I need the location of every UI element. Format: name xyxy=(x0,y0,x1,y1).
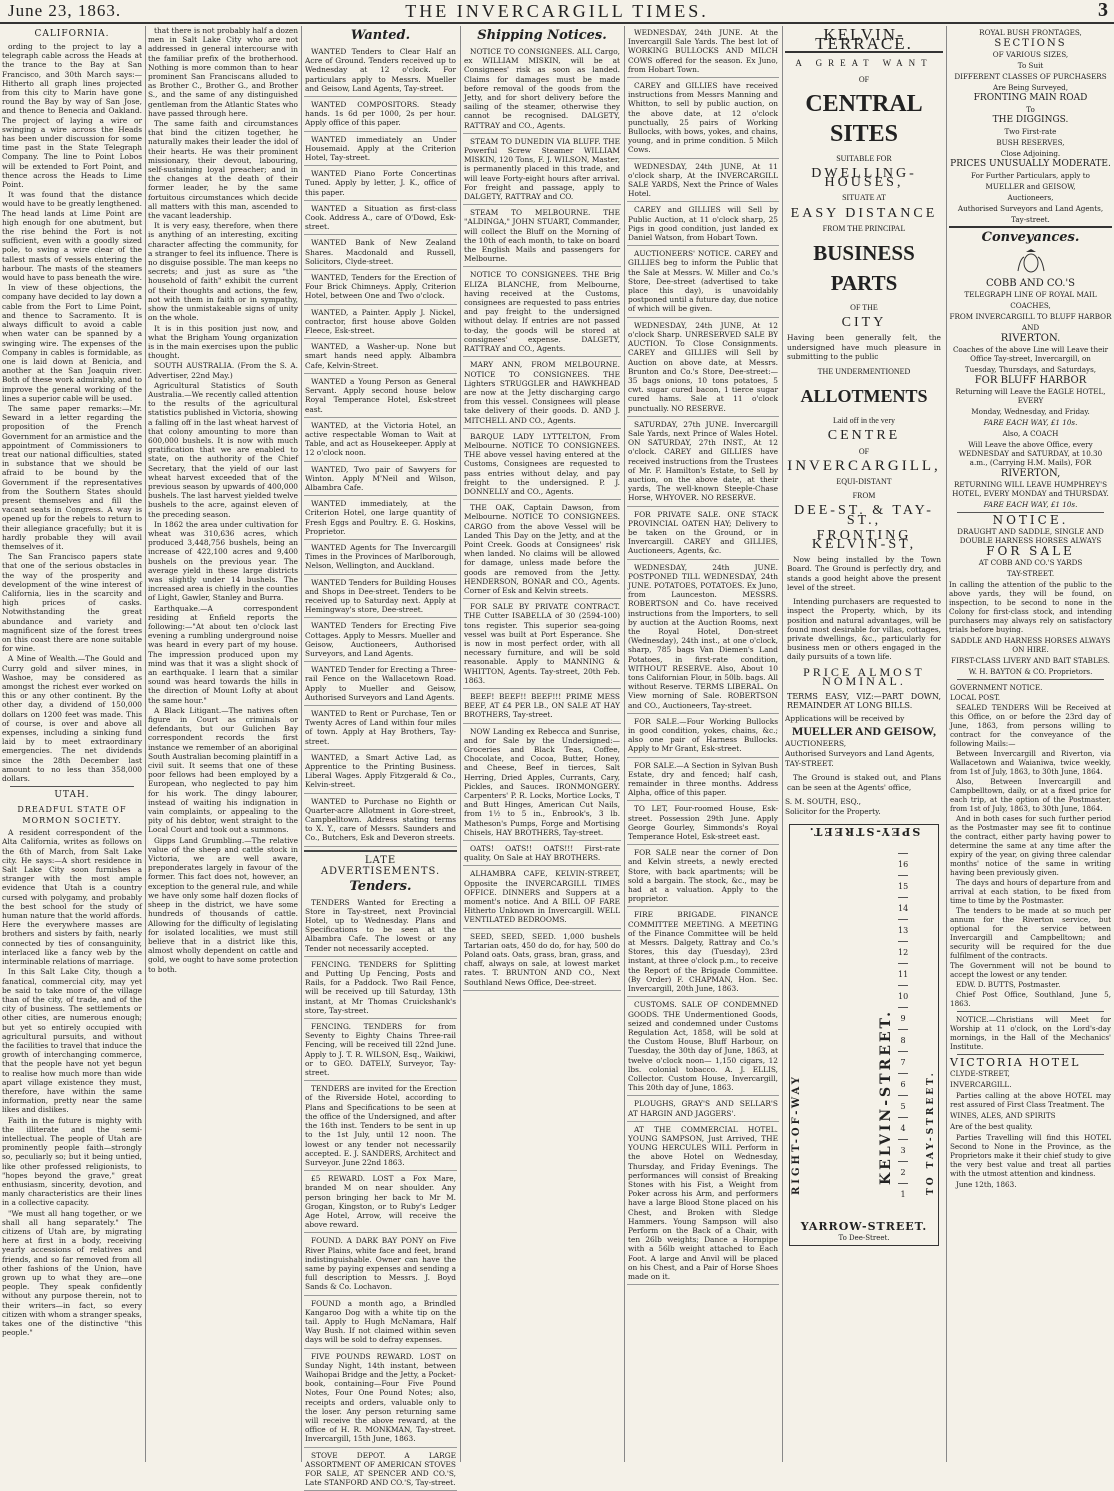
classified-ad: WANTED Tenders for Building Houses and Shops in Dee-street. Tenders to be received up to Saturday next. Apply at Hemingway's store, Dee-street. xyxy=(304,576,457,619)
article-paragraph: "We must all hang together, or we shall all hang separately." The citizens of Utah are, by migrating here at first in a body, receiving yearly accessions of relatives and friends, and so far removed from all other fashions of the Union, have grown up to what they are—one people. They speak confidently without any purpose therein, not to their writers—in fact, so every citizen with whom a stranger speaks, takes one of the distinctive "this people." xyxy=(2,1208,143,1338)
hotel-ad-line: CLYDE-STREET, xyxy=(950,1069,1010,1078)
ad-display-line: FRONTING KELVIN-ST, xyxy=(811,527,917,553)
article-paragraph: ording to the project to lay a telegraph cable across the Heads at the trance to the Bay at San Francisco, and 30th March says:—Hitherto all graph lines projected from this city to Marin have gone round the Bay by way of San Jose, and thence to Benecia and Oakland. The project of laying a wire or swinging a wire across the Heads has been under discussion for some time past in the State Telegraph Company. The line to Point Lobos will be extended to Fort Point, and thence across the Heads to Lime Point. xyxy=(2,42,142,190)
coach-ad-line: RIVERTON. xyxy=(1000,333,1061,344)
coach-ad-line: FROM INVERCARGILL TO BLUFF HARBOR xyxy=(949,312,1112,321)
ad-display-line: EQUI-DISTANT xyxy=(836,477,892,487)
ad-line: MUELLER and GEISOW, xyxy=(985,182,1076,191)
govt-notice-line: EDW. D. BUTTS, Postmaster. xyxy=(956,980,1061,989)
notice-line: In calling the attention of the public to the above yards, they will be found, on inspection, to be second to none in the Colony for first-class stock, and intending purchasers may always rely on satisfactory trials before buying. xyxy=(949,580,1112,634)
ad-display-line: DEE-ST. & TAY-ST., xyxy=(794,503,934,528)
article-body xyxy=(2,828,142,1337)
ad-display-line: FROM THE PRINCIPAL xyxy=(822,223,906,233)
allotment-lot: 12 xyxy=(898,941,908,964)
coach-ad-line: RETURNING WILL LEAVE HUMPHREY'S HOTEL, EVERY MONDAY and THURSDAY. xyxy=(952,480,1109,498)
allotment-lot: 6 xyxy=(898,1073,908,1096)
notice-line: FIRST-CLASS LIVERY AND BAIT STABLES. xyxy=(951,656,1110,665)
notice-line: AT COBB AND CO.'S YARDS xyxy=(978,558,1083,567)
auction-notice: SATURDAY, 27th JUNE. Invercargill Sale Yards, next Prince of Wales Hotel. ON SATURDAY, 27th INST., At 12 o'clock. CAREY and GILLIES have received instructions from the Trustees of Mr. F. Hamilton's Estate, to Sell by auction, on the above date, at their yards, The well-known Steeple-Chase Horse, WHYOVER. NO RESERVE. xyxy=(627,418,779,507)
allotment-lot: 13 xyxy=(898,919,908,942)
hotel-ad-line: INVERCARGILL. xyxy=(950,1080,1012,1089)
column-rule xyxy=(145,26,146,1462)
ad-line: PRICES UNUSUALLY MODERATE. xyxy=(950,159,1111,169)
article-paragraph: It is very easy, therefore, when there is anything of an interesting, exciting character affecting the community, for a stranger to feel its influence. There is no disguise possible. The man keeps no secrets; and just as sure as "the household of faith" exhibit the current of their thoughts and actions, the few, not with them in faith or in sympathy, show the unmistakeable signs of unity on the whole. xyxy=(148,221,298,323)
issue-date: June 23, 1863. xyxy=(8,1,122,20)
ad-display-line: ALLOTMENTS xyxy=(800,386,928,407)
shipping-notice: MARY ANN, FROM MELBOURNE. NOTICE TO CONSIGNEES. THE Lighters STRUGGLER and HAWKHEAD are now at the Jetty discharging cargo from this vessel. Consignees will please take delivery of their goods. D. AND J. MITCHELL AND CO., Agents. xyxy=(463,358,621,428)
ad-line: FRONTING MAIN ROAD xyxy=(973,93,1088,103)
article-paragraph: Gipps Land Grumbling.—The relative value of the sheep and cattle stock in Victoria, we are well aware, preponderates largely in favour of the former. This fact does not, however, an exception to the general rule, and while we have only some half dozen flocks of sheep in the district, we have some hundreds of thousands of cattle. Allowing for the difficulty of legislating for isolated localities, we must still believe that in a district like this, almost wholly dependent on cattle and gold, we ought to have some protection to both. xyxy=(148,835,298,974)
column-conveyances xyxy=(949,26,1112,1462)
article-paragraph: It was found that the distance would have to be greatly lengthened. The head lands at Lime Point are high enough for one abutment, but the rise behind the Fort is not sufficient, even with a goodly sized pole, to swing a wire clear of the tallest masts of vessels entering the harbour. The masts of the steamers would have to pass beneath the wire. xyxy=(2,190,143,283)
section-heading: Tenders. xyxy=(349,878,412,894)
ad-line: Tay-street. xyxy=(1011,215,1050,224)
notice-line: SADDLE AND HARNESS HORSES ALWAYS ON HIRE. xyxy=(950,636,1111,654)
article-paragraph: A resident correspondent of the Alta California, writes as follows on the 6th of March, from Salt Lake city. He says:—A short residence in Salt Lake City soon furnishes a stranger with the most ample evidence that Utah is a country cursed with polygamy, and probably the best school for the study of human nature that the world affords. Here the everywhere masses are brothers and sisters by faith, nearly connected by ties of consanguinity, interlaced like a fancy web by the interminable relations of marriage. xyxy=(2,828,142,967)
auction-notice: CUSTOMS. SALE OF CONDEMNED GOODS. THE Undermentioned Goods, seized and condemned under Customs Regulation Act, 1858, will be sold at the Custom House, Bluff Harbour, on Tuesday, the 30th day of June, 1863, at twelve o'clock noon— 1,150 cigars, 12 lbs. colonial tobacco. A. J. ELLIS, Collector. Custom House, Invercargill, This 20th day of June, 1863. xyxy=(627,998,779,1096)
ad-terms: TERMS EASY, VIZ:—PART DOWN, REMAINDER AT LONG BILLS. xyxy=(787,691,941,711)
allotment-lot: 8 xyxy=(898,1029,908,1052)
ad-line: To xyxy=(1026,105,1035,114)
shipping-notice: THE OAK, Captain Dawson, from Melbourne. NOTICE TO CONSIGNEES. CARGO from the above Vessel will be Landed This Day on the Jetty, and at the Point Creek. Goods at Consignees' risk when landed. No claims will be allowed for damage, unless made before the goods are removed from the Jetty. HENDERSON, BONAR and CO., Agents. Corner of Esk and Kelvin streets. xyxy=(463,501,621,599)
section-heading: Wanted. xyxy=(350,28,411,43)
classified-ad: TENDERS Wanted for Erecting a Store in Tay-street, next Provincial Hotel, up to Wednesday. Plans and Specifications to be seen at the Albambra Cafe. The lowest or any Tender not necessarily accepted. xyxy=(304,896,457,957)
coach-ad-line: COBB AND CO.'S xyxy=(986,278,1075,289)
ads-list xyxy=(304,896,457,1491)
article-body xyxy=(148,26,298,974)
article-paragraph: The San Francisco papers state that one of the serious obstacles in the way of the prosperity and development of the wine interest of California, lies in the scarcity and high prices of casks. Notwithstanding the great abundance and variety and magnificent size of the forest trees on this coast there are none suitable for wine. xyxy=(2,552,142,654)
column-rule xyxy=(301,26,302,1462)
masthead xyxy=(0,0,1114,24)
divider xyxy=(10,786,134,787)
ad-text: The Ground is staked out, and Plans can be seen at the Agents' office, xyxy=(787,773,941,792)
coach-ad-line: Also, A COACH xyxy=(1002,429,1059,438)
column-california-utah xyxy=(2,26,142,1462)
allotment-lot: 10 xyxy=(898,985,908,1008)
notice-line: FOR SALE xyxy=(986,544,1075,558)
classified-ad: WANTED, Tenders for the Erection of Four Brick Chimneys. Apply, Criterion Hotel, between One and Two o'clock. xyxy=(304,271,457,305)
section-heading: LATE ADVERTISEMENTS. xyxy=(304,850,457,877)
shipping-notice: OATS! OATS!! OATS!!! First-rate quality, On Sale at HAY BROTHERS. xyxy=(463,842,621,866)
coach-ad-line: FARE EACH WAY, £1 10s. xyxy=(983,500,1078,509)
ad-text: Now being installed by the Town Board. The Ground is perfectly dry, and stands a good height above the present level of the street. xyxy=(787,555,941,592)
article-subheading: DREADFUL STATE OF MORMON SOCIETY. xyxy=(17,805,127,826)
auction-notice: WEDNESDAY, 24th JUNE. At the Invercargill Sale Yards. The best lot of WORKING BULLOCKS AND MILCH COWS offered for the season. Ex Juno, from Hobart Town. xyxy=(627,26,779,78)
classified-ad: £5 REWARD. LOST a Fox Mare, branded M on near shoulder. Any person bringing her back to Mr M. Grogan, Kingston, or to Ruby's Ledger Age Hotel, Arrow, will receive the above reward. xyxy=(304,1172,457,1233)
article-paragraph: In this Salt Lake City, though a fanatical, commercial city, may yet be said to take more of the village than of the city, of trade, and of the city of business. The settlements or other cities, are numerous enough; but yet so entirely occupied with agricultural pursuits, and without the facilities to travel that induce the growth of interchanging commerce, that the people have not yet begun to realise how much more than wide apart village existence they must, therefore, have within the same information, pretty near the same likes and dislikes. xyxy=(2,967,142,1115)
govt-notice-line: Chief Post Office, Southland, June 5, 1863. xyxy=(950,990,1111,1008)
shipping-notice: BEEF! BEEF!! BEEF!!! PRIME MESS BEEF, AT £4 PER LB., ON SALE AT HAY BROTHERS, Tay-street. xyxy=(463,690,621,724)
govt-notice-line: GOVERNMENT NOTICE. xyxy=(950,683,1043,692)
ad-line: Close Adjoining. xyxy=(1000,149,1061,158)
ad-display-line: OF xyxy=(858,446,870,456)
hotel-ad-line: VICTORIA HOTEL xyxy=(950,1056,1081,1069)
allotment-lot: 5 xyxy=(898,1095,908,1118)
classified-ad: WANTED to Rent or Purchase, Ten or Twenty Acres of Land within four miles of town. Apply at Hay Brothers, Tay-street. xyxy=(304,707,457,750)
ad-line: Are Being Surveyed, xyxy=(992,83,1069,92)
ad-line: THE DIGGINGS. xyxy=(992,115,1069,125)
ad-text: NOTICE.—Christians will Meet for Worship at 11 o'clock, on the Lord's-day mornings, in the Hall of the Mechanics' Institute. xyxy=(950,1015,1111,1051)
allotment-lot: 1 xyxy=(898,1183,908,1206)
govt-notice-line: The days and hours of departure from and arrival at each station, to be fixed from time to time by the Postmaster. xyxy=(950,878,1111,905)
auction-notice: FOR PRIVATE SALE. ONE STACK PROVINCIAL OATEN HAY; Delivery to be taken on the Ground, or in Invercargill. CAREY and GILLIES, Auctioneers, Agents, &c. xyxy=(627,508,779,560)
allotment-lot: 16 xyxy=(898,853,908,876)
govt-notice-line: Also, Between Invercargill and Campbelltown, daily, or at a fixed price for each trip, at the option of the Postmaster, from 1st of July, 1863, to 30th June, 1864. xyxy=(950,777,1111,813)
classified-ad: WANTED immediately, at the Criterion Hotel, one large quantity of Fresh Eggs and Poultry. E. G. Hoskins, Proprietor. xyxy=(304,497,457,540)
auction-notice: WEDNESDAY, 24th JUNE, At 11 o'clock sharp, At the INVERCARGILL SALE YARDS, Next the Prince of Wales Hotel. xyxy=(627,160,779,203)
shipping-notice: FOR SALE BY PRIVATE CONTRACT. THE Cutter ISABELLA of 30 (2594-100) tons register. This superior sea-going vessel was built at Port Esperance. She is now in most perfect order, with all necessary furniture, and will be sold reasonable. Apply to MANNING & WHITTON, Agents. Tay-street, 20th Feb. 1863. xyxy=(463,600,621,689)
classified-ad: WANTED, a Washer-up. None but smart hands need apply. Albambra Cafe, Kelvin-Street. xyxy=(304,340,457,374)
ad-line: For Further Particulars, apply to xyxy=(971,171,1090,180)
classified-ad: WANTED, Two pair of Sawyers for Winton. Apply M'Neil and Wilson, Albambra Cafe. xyxy=(304,463,457,497)
auction-notice: WEDNESDAY, 24th JUNE, At 12 o'clock Sharp. UNRESERVED SALE BY AUCTION. To Close Consignments. CAREY and GILLIES will Sell by Auction on above date, at Messrs. Brunton and Co.'s Store, Dee-street:— 35 bags onions, 10 tons potatoes, 5 cwt. sugar cured bacon, 1 tierce sugar cured hams. Sale at 11 o'clock punctually. NO RESERVE. xyxy=(627,319,779,417)
classified-ad: WANTED Tender for Erecting a Three-rail Fence on the Wallacetown Road. Apply to Mueller and Geisow, Authorised Surveyors and Land Agents. xyxy=(304,663,457,706)
allotment-lot: 7 xyxy=(898,1051,908,1074)
auction-notice: FOR SALE.—A Section in Sylvan Bush Estate, dry and fenced; half cash, remainder in three months. Address Alpha, office of this paper. xyxy=(627,759,779,802)
allotment-lot: 2 xyxy=(898,1161,908,1184)
column-shipping xyxy=(463,26,621,1462)
classified-ad: FENCING. TENDERS for from Seventy to Eighty Chains Three-rail Fencing, will be received till 22nd June. Apply to J. T. R. WILSON, Esq., Waikiwi, or to GEO. DATELY, Surveyor, Tay-street. xyxy=(304,1020,457,1081)
auction-notice: PLOUGHS, GRAY'S AND SELLAR'S AT HARGIN AND JAGGERS'. xyxy=(627,1097,779,1121)
coach-ad-line: COACHES, xyxy=(1010,301,1051,310)
classified-ad: WANTED, at the Victoria Hotel, an active respectable Woman to Wait at Table, and act as Housekeeper. Apply at 12 o'clock noon. xyxy=(304,419,457,462)
ad-text: Having been generally felt, the undersigned have much pleasure in submitting to the public xyxy=(787,333,941,361)
classified-ad: FOUND a month ago, a Brindled Kangaroo Dog with a white tip on the tail. Apply to Hugh McNamara, Half Way Bush. If not claimed within seven days will be sold to defray expenses. xyxy=(304,1297,457,1349)
govt-notice-line: The tenders to be made at so much per annum for the Riverton service, but optional for the service between Invercargill and Campbelltown; and security will be required for the due fulfilment of the contracts. xyxy=(950,906,1111,960)
classified-ad: WANTED Bank of New Zealand Shares. Macdonald and Russell, Solicitors, Clyde-street. xyxy=(304,236,457,270)
article-paragraph: Earthquake.—A correspondent residing at Enfield reports the following:—"At about ten o'clock last evening a rumbling underground noise was heard in every part of my house. The impression produced upon my mind was that it was a slight shock of an earthquake. I learn that a similar sound was heard towards the hills in the direction of Mount Lofty at about the same hour." xyxy=(148,603,298,705)
ad-display-line: OF THE xyxy=(850,303,878,313)
auction-notice: CAREY and GILLIES will Sell by Public Auction, at 11 o'clock sharp, 25 Pigs in good condition, just landed ex Daniel Watson, from Hobart Town. xyxy=(627,203,779,246)
divider xyxy=(957,1011,1104,1012)
ad-line: Two First-rate xyxy=(1004,127,1057,136)
shipping-notice: SEED, SEED, SEED. 1,000 bushels Tartarian oats, 450 do do, for hay, 500 do Poland oats. Oats, grass, bran, grass, and chaff, always on sale, at lowest market rates. T. BRUNTON AND CO., Next Southland News Office, Dee-street. xyxy=(463,930,621,991)
newspaper-title: THE INVERCARGILL TIMES. xyxy=(405,1,709,21)
ad-text: Applications will be received by xyxy=(785,714,905,724)
column-rule xyxy=(624,26,625,1462)
solicitor-role: Solicitor for the Property. xyxy=(785,806,881,816)
coach-ad-line: TELEGRAPH LINE OF ROYAL MAIL xyxy=(964,290,1097,299)
ad-display-line: CENTRE xyxy=(827,428,901,444)
classified-ad: WANTED, a Smart Active Lad, as Apprentice to the Printing Business. Liberal Wages. Apply Fitzgerald & Co., Kelvin-street. xyxy=(304,751,457,794)
article-paragraph: A Black Litigant.—The natives often figure in Court as criminals or defendants, but our Gulichen Bay correspondent records the first instance we remember of an aboriginal South Australian becoming plaintiff in a civil suit. It seems that one of these poor fellows had been employed by a European, who neglected to pay him for his work. The dingy labourer, instead of waiting his indignation in vain complaints, or appealing to the pity of his debtor, went straight to the Local Court and took out a summons. xyxy=(148,705,298,835)
article-paragraph: Agricultural Statistics of South Australia.—We recently called attention to the results of the agricultural statistics published in Victoria, showing a falling off in the last wheat harvest of that colony amounting to more than 600,000 bushels. It is now with much gratification that we are enabled to state, on the authority of the Chief Secretary, that the yield of our last wheat harvest exceeded that of the previous season by upwards of 400,000 bushels. The last harvest yielded twelve bushels to the acre, against eleven of the preceding season. xyxy=(148,380,298,519)
notice-line: DRAUGHT AND SADDLE, SINGLE AND DOUBLE HARNESS HORSES ALWAYS xyxy=(957,527,1104,545)
article-paragraph: that there is not probably half a dozen men in Salt Lake City who are not addressed in general intercourse with the familiar prefix of the brotherhood. Nothing is more common than to hear prominent San Franciscans alluded to as Brother C., Brother G., and Brother S., and the same of any distinguished gentleman from the Atlantic States who have passed through here. xyxy=(148,26,298,118)
column-auctions xyxy=(627,26,779,1462)
article-paragraph: In 1862 the area under cultivation for wheat was 310,636 acres, which produced 3,448,756 bushels, being an increase of 422,100 acres and 9,400 bushels on the previous year. The average yield in these large districts was slightly under 14 bushels. The increased area is chiefly in the counties of Light, Gawler, Stanley and Burra. xyxy=(148,519,298,603)
coach-ad-line: RIVERTON, xyxy=(1000,468,1061,479)
article-heading: CALIFORNIA. xyxy=(34,29,110,39)
classified-ad: WANTED Tenders for Erecting Five Cottages. Apply to Messrs. Mueller and Geisow, Auctioneers, Authorised Surveyors, and Land Agents. xyxy=(304,619,457,662)
ad-line: DIFFERENT CLASSES OF PURCHASERS xyxy=(954,72,1107,81)
article-paragraph: Faith in the future is mighty with the illiterate and the semi-intellectual. The people of Utah are prominently people faith—strongly so, peculiarly so; but it being untied, like other professed religionists, to "hopes beyond the grave," great enthusiasm, sincerity, devotion, and manly characteristics are their lines in a collective capacity. xyxy=(2,1115,142,1208)
shipping-notice: NOTICE TO CONSIGNEES. THE Brig ELIZA BLANCHE, from Melbourne, having received at the Customs, consignees are requested to pass entries and pay freight to the undersigned without delay. If entries are not passed to-day, the goods will be stored at consignees' expense. DALGETY, RATTRAY and CO., Agents. xyxy=(463,268,621,357)
plan-street-label: TO TAY-STREET. xyxy=(925,1070,936,1196)
classified-ad: WANTED to Purchase no Eighth or Quarter-acre Allotment in Gore-street, Campbelltown. Address stating terms to X. Y., care of Messrs. Saunders and Co., Butchers, Esk and Deveron streets. xyxy=(304,795,457,847)
ad-display-line: OF xyxy=(858,74,870,84)
agent-role: AUCTIONEERS, xyxy=(785,738,847,748)
article-body xyxy=(2,42,142,783)
coach-ad-line: AND xyxy=(1021,323,1040,332)
govt-notice-line: SEALED TENDERS Will be Received at this Office, on or before the 23rd day of June, 1863, from persons willing to contract for the conveyance of the following Mails:— xyxy=(950,703,1111,748)
allotment-lot: 15 xyxy=(898,875,908,898)
shipping-notice: STEAM TO MELBOURNE. THE "ALDINGA," JOHN STUART, Commander, will collect the Bluff on the Morning of the 10th of each month, to take on board the English Mails and passengers for Melbourne. xyxy=(463,206,621,267)
column-rule xyxy=(460,26,461,1462)
ad-display-line: INVERCARGILL, xyxy=(787,457,941,474)
allotment-lot: 14 xyxy=(898,897,908,920)
ad-line: BUSH RESERVES, xyxy=(996,138,1065,147)
auction-notice: AUCTIONEERS' NOTICE. CAREY and GILLIES beg to inform the Public that the Sale at Messrs. W. Miller and Co.'s Store, Dee-street (advertised to take place this day), is unavoidably postponed until a future day, due notice of which will be given. xyxy=(627,247,779,317)
classified-ad: WANTED a Young Person as General Servant. Apply second house below Royal Temperance Hotel, Esk-street east. xyxy=(304,375,457,418)
ad-line: SECTIONS xyxy=(994,38,1067,49)
article-heading: UTAH. xyxy=(54,790,90,801)
coach-ad-line: Tuesday, Thursdays, and Saturdays, xyxy=(964,365,1097,374)
classified-ad: WANTED Tenders to Clear Half an Acre of Ground. Tenders received up to Wednesday at 12 o'clock. For particulars apply to Messrs. Mueller and Geisow, Land Agents, Tay-street. xyxy=(304,45,457,97)
solicitor-name: S. M. SOUTH, ESQ., xyxy=(785,796,862,806)
shipping-notice: NOW Landing ex Rebecca and Sunrise, and for Sale by the Undersigned:—Groceries and Black Teas, Coffee, Chocolate, and Cocoa, Butter, Honey, and Cheese, Beef in tierces, Salt Herring, Dried Apples, Currants, Cary, Pickles, and Sauces. IRONMONGERY. Carpenters' P. R. Locks, Mortice Locks, T and Butt Hinges, American Cut Nails, from 1½ to 5 in., Enbrook's, 3 lb. Matheson's Pumps, Forge and Mortising Chisels, HAY BROTHERS, Tay-street. xyxy=(463,725,621,841)
ad-title: KELVIN-TERRACE. xyxy=(785,30,943,53)
ad-line: Auctioneers, xyxy=(1007,193,1054,202)
auction-notice: FIRE BRIGADE. FINANCE COMMITTEE MEETING. A MEETING of the Finance Committee will be held at Messrs. Dalgety, Rattray and Co.'s Stores, this day (Tuesday), 23rd instant, at three o'clock p.m., to receive the Report of the Brigade Committee. (By Order) F. CHAPMAN, Hon. Sec. Invercargill, 20th June, 1863. xyxy=(627,908,779,997)
plan-street-label: YARROW-STREET. xyxy=(800,1219,928,1233)
allotment-lot: 3 xyxy=(898,1139,908,1162)
royal-arms-icon xyxy=(1014,247,1048,277)
classified-ad: WANTED Piano Forte Concertinas Tuned. Apply by letter, J. K., office of this paper. xyxy=(304,167,457,201)
ad-display-line: A GREAT WANT xyxy=(795,58,933,69)
ad-text: Intending purchasers are requested to inspect the Property, which, by its position and natural advantages, will be found most desirable for villas, cottages, private dwellings, &c., particularly for business men or others engaged in the daily pursuits of a town life. xyxy=(787,597,941,662)
ad-display-line: FROM xyxy=(852,491,876,501)
coach-ad-line: Coaches of the above Line will Leave their Office Tay-street, Invercargill, on xyxy=(952,345,1109,363)
ad-display-line: CITY xyxy=(841,315,887,331)
notice-line: W. H. BAYTON & CO. Proprietors. xyxy=(968,667,1093,676)
shipping-notice: ALHAMBRA CAFE, KELVIN-STREET, Opposite the INVERCARGILL TIMES OFFICE. DINNERS and Suppers at a moment's notice. And A BILL OF FARE Hitherto Unknown in Invercargill. WELL VENTILATED BEDROOMS. xyxy=(463,867,621,928)
shipping-notice: STEAM TO DUNEDIN VIA BLUFF. THE Powerful Screw Steamer WILLIAM MISKIN, 120 Tons, F. J. WILSON, Master, is permanently placed in this trade, and will leave Forty-eight hours after arrival. For freight and passage, apply to DALGETY, RATTRAY and CO. xyxy=(463,135,621,205)
classified-ad: STOVE DEPOT. A LARGE ASSORTMENT OF AMERICAN STOVES FOR SALE, AT SPENCER AND CO.'S, Late STANFORD AND CO.'S, Tay-street. xyxy=(304,1449,457,1491)
govt-notice-line: And in both cases for such further period as the Postmaster may see fit to continue the contract, either party having power to determine the same at any time after the expiry of the year, on giving three calendar months' notice of the same in writing having been previously given. xyxy=(950,814,1111,877)
auction-notice: CAREY and GILLIES have received instructions from Messrs Manning and Whitton, to sell by public auction, on the above date, at 12 o'clock punctually, 25 pairs of Working Bullocks, with bows, yokes, and chains, young, and in prime condition. 5 Milch Cows. xyxy=(627,79,779,159)
column-rule xyxy=(946,26,947,1462)
plan-note: To Dee-Street. xyxy=(838,1233,890,1242)
auction-notice: AT THE COMMERCIAL HOTEL. YOUNG SAMPSON, Just Arrived, THE YOUNG HERCULES WILL Perform in the above Hotel on Wednesday, Thursday, and Friday Evenings. The performances will consist of Breaking Stones with his Fist, a Weight from Poker across his Arm, and performers have a large Blood Stone placed on his Chest, and Broken with Sledge Hammers. Young Sampson will also Perform on the Back of a Chair, with ten 26lb weights; Dance a Hornpipe with a 56lb weight attached to Each Foot. A large and Anvil will be placed on his Chest, and a Pair of Horse Shoes made on it. xyxy=(627,1123,779,1285)
ad-display-line: EASY DISTANCE xyxy=(790,205,938,221)
classified-ad: WANTED immediately an Under Housemaid. Apply at the Criterion Hotel, Tay-street. xyxy=(304,133,457,167)
ad-display-line: SITUATE AT xyxy=(842,193,886,203)
column-rule xyxy=(782,26,783,1462)
ad-line: ROYAL BUSH FRONTAGES, xyxy=(979,28,1082,37)
auction-notice: TO LET, Four-roomed House, Esk-street. Possession 29th June. Apply George Gourley, Simmonds's Royal Temperance Hotel, Esk-street east. xyxy=(627,802,779,845)
shipping-notice: BARQUE LADY LYTTELTON, From Melbourne. NOTICE TO CONSIGNEES. THE above vessel having entered at the Customs, Consignees are requested to pass entries without delay, and pay freight to the undersigned. P. J. DONNELLY and CO., Agents. xyxy=(463,430,621,500)
coach-ad-line: FARE EACH WAY, £1 10s. xyxy=(983,418,1078,427)
govt-notice-line: Between Invercargill and Riverton, via Wallacetown and Waianiwa, twice weekly, from 1st of July, 1863, to 30th June, 1864. xyxy=(950,749,1111,776)
ad-display-line: Laid off in the very xyxy=(832,416,896,426)
ads-list xyxy=(463,45,621,991)
hotel-ad-line: Parties Travelling will find this HOTEL Second to None in the Province, as the Proprietors make it their chief study to give the very best value and treat all parties with the utmost attention and kindness. xyxy=(950,1133,1111,1178)
ad-line: Authorised Surveyors and Land Agents, xyxy=(957,204,1104,213)
govt-notice-line: The Government will not be bound to accept the lowest or any tender. xyxy=(950,961,1111,979)
plan-street-label: KELVIN-STREET. xyxy=(878,1009,894,1186)
article-paragraph: In view of these objections, the company have decided to lay down a cable from the Fort to Lime Point, and thence to Sacramento. It is always difficult to avoid a cable when water can be spanned by a swinging wire. The expenses of the Company in cables is formidable, as one is laid down at Benicia, and another at the San Joaquin river. Both of these work admirably, and to improve the general working of the lines a superior cable will be used. xyxy=(2,283,142,403)
hotel-ad-line: WINES, ALES, AND SPIRITS xyxy=(950,1111,1056,1120)
agent-name: MUELLER AND GEISOW, xyxy=(792,723,936,738)
allotment-plan-map xyxy=(789,824,939,1246)
classified-ad: WANTED Agents for The Invercargill Times in the Provinces of Marlborough, Nelson, Wellington, and Auckland. xyxy=(304,541,457,575)
ad-display-line: DWELLING-HOUSES, xyxy=(811,166,917,191)
allotment-lot: 9 xyxy=(898,1007,908,1030)
coach-ad-line: FOR BLUFF HARBOR xyxy=(974,375,1087,386)
ad-display-line: SUITABLE FOR xyxy=(836,153,892,163)
ads-list xyxy=(627,26,779,1285)
column-news xyxy=(148,26,298,1462)
page-number: 3 xyxy=(1098,0,1108,21)
section-heading: Conveyances. xyxy=(949,226,1112,245)
allotment-lot: 4 xyxy=(898,1117,908,1140)
classified-ad: WANTED COMPOSITORS. Steady hands. 1s 6d per 1000, 2s per hour. Apply office of this paper. xyxy=(304,98,457,132)
ad-price: PRICE ALMOST NOMINAL. xyxy=(803,664,925,688)
classified-ad: WANTED a Situation as first-class Cook. Address A., care of O'Dowd, Esk-street. xyxy=(304,202,457,236)
section-heading: Shipping Notices. xyxy=(477,28,607,43)
article-paragraph: A Mine of Wealth.—The Gould and Curry gold and silver mines, in Washoe, may be considered as amongst the richest ever worked on this or any other continent. By the other day, a dividend of 150,000 dollars on 1200 feet was made. This of course, is over and above all expenses, including a sinking fund laid by to meet extraordinary emergencies. The net dividends since the 28th December last amount to no less than 358,000 dollars. xyxy=(2,654,142,784)
shipping-notice: NOTICE TO CONSIGNEES. ALL Cargo, ex WILLIAM MISKIN, will be at Consignees' risk as soon as landed. Claims for damages must be made before removal of the goods from the Jetty, and for short delivery before the sailing of the steamer, otherwise they cannot be recognised. DALGETY, RATTRAY and CO., Agents. xyxy=(463,45,621,134)
coach-ad-line: Returning will Leave the EAGLE HOTEL, EVERY xyxy=(955,387,1106,405)
article-paragraph: The same paper remarks:—Mr. Seward in a letter regarding the proposition of the French Government for an armistice and the appointment of Commissioners to treat our national difficulties, stated in substance that we should be afraid to be bound by the Government if the representatives from the Southern States should present themselves and fill the vacant seats in Congress. A way is opened up for the rebels to return to their allegiance gracefully; but it is hardly probable they will avail themselves of it. xyxy=(2,403,142,551)
article-paragraph: It is in this position just now, and what the Brigham Young organization is in the main exercises upon the public thought. xyxy=(148,323,298,361)
agent-role: Authorised Surveyors and Land Agents, xyxy=(785,748,935,758)
hotel-ad-line: Are of the best quality. xyxy=(950,1122,1033,1131)
classified-ad: FENCING. TENDERS for Splitting and Putting Up Fencing, Posts and Rails, for a Paddock. Two Rail Fence, will be received up till Saturday, 13th instant, at Mr Thomas Cruickshank's store, Tay-street. xyxy=(304,958,457,1019)
ad-display-line: THE UNDERMENTIONED xyxy=(817,367,911,377)
ad-line: To Suit xyxy=(1017,61,1044,70)
auction-notice: FOR SALE.—Four Working Bullocks in good condition, yokes, chains, &c.; also one pair of Harness Bullocks. Apply to Mr Grant, Esk-street. xyxy=(627,715,779,758)
divider xyxy=(957,1054,1104,1055)
classified-ad: FIVE POUNDS REWARD. LOST on Sunday Night, 14th instant, between Waihopai Bridge and the Jetty, a Pocket-book, containing—Four Five Pound Notes, Four One Pound Notes; also, receipts and orders, valuable only to the loser. Any person returning same will receive the above reward, at the office of H. R. MONKMAN, Tay-street. Invercargill, 15th June, 1863. xyxy=(304,1350,457,1448)
allotment-lot: 11 xyxy=(898,963,908,986)
govt-notice-line: LOCAL POST. xyxy=(950,693,1001,702)
ads-list xyxy=(304,45,457,847)
column-kelvin-terrace xyxy=(785,26,943,1462)
notice-line: NOTICE. xyxy=(992,513,1069,527)
auction-notice: FOR SALE near the corner of Don and Kelvin streets, a newly erected Store, with back apartments; will be sold a bargain. The stock, &c., may be had at a valuation. Apply to the proprietor. xyxy=(627,846,779,907)
ad-line: OF VARIOUS SIZES, xyxy=(992,50,1069,59)
plan-street-label: RIGHT-OF-WAY xyxy=(791,1074,802,1196)
article-paragraph: The same faith and circumstances that bind the citizen together, he naturally makes their leader the idol of their hearts. He was their prominent missionary, their devout, labouring, self-sustaining loyal preacher; and in the changes at the death of their former leader, he by the same fortuitous circumstances which decide all matters with this man, ascended to the vacant leadership. xyxy=(148,119,298,221)
notice-line: TAY-STREET. xyxy=(1006,569,1055,578)
ad-display-line: CENTRAL SITES xyxy=(805,90,923,147)
classified-ad: WANTED, a Painter. Apply J. Nickel, contractor, first house above Golden Fleece, Esk-street. xyxy=(304,306,457,340)
auction-notice: WEDNESDAY, 24th JUNE. POSTPONED TILL WEDNESDAY, 24th JUNE. POTATOES, POTATOES. Ex Juno, from Launceston. MESSRS. ROBERTSON and Co. have received instructions from the Importers, to sell by auction at the Auction Rooms, next the Royal Hotel, Don-street (Wednesday), 24th inst., at one o'clock, sharp, 785 bags Van Diemen's Land Potatoes, in first-rate condition, WITHOUT RESERVE. Also, About 10 tons Californian Flour, in 50lb. bags. All without Reserve. TERMS LIBERAL. On View morning of Sale. ROBERTSON and CO., Auctioneers, Tay-street. xyxy=(627,561,779,714)
ad-display-line: BUSINESS PARTS xyxy=(813,241,915,296)
classified-ad: TENDERS are invited for the Erection of the Riverside Hotel, according to Plans and Specifications to be seen at the office of the Undersigned, and after the 16th inst. Tenders to be sent in up to the 1st July, until 12 noon. The lowest or any tender not necessarily accepted. E. J. SANDERS, Architect and Surveyor. June 22nd 1863. xyxy=(304,1082,457,1171)
agent-address: TAY-STREET. xyxy=(785,759,834,769)
divider xyxy=(957,679,1104,680)
column-wanted xyxy=(304,26,457,1488)
plan-street-label: SPEY-STREET. xyxy=(807,825,921,839)
coach-ad-line: Monday, Wednesday, and Friday. xyxy=(971,407,1090,416)
coach-ad-line: Will Leave the above Office, every WEDNESDAY and SATURDAY, at 10.30 a.m., (Carrying H.M. Mails), FOR xyxy=(958,440,1103,467)
classified-ad: FOUND. A DARK BAY PONY on Five River Plains, white face and feet, brand indistinguishable. Owner can have the same by paying expenses and sending a full description to Messrs. J. Boyd Sands & Co. Lochavon. xyxy=(304,1234,457,1295)
hotel-ad-line: June 12th, 1863. xyxy=(956,1180,1017,1189)
article-paragraph: SOUTH AUSTRALIA. (From the S. A. Advertiser, 22nd May.) xyxy=(148,361,298,380)
hotel-ad-line: Parties calling at the above HOTEL may rest assured of First Class Treatment. The xyxy=(950,1091,1111,1109)
